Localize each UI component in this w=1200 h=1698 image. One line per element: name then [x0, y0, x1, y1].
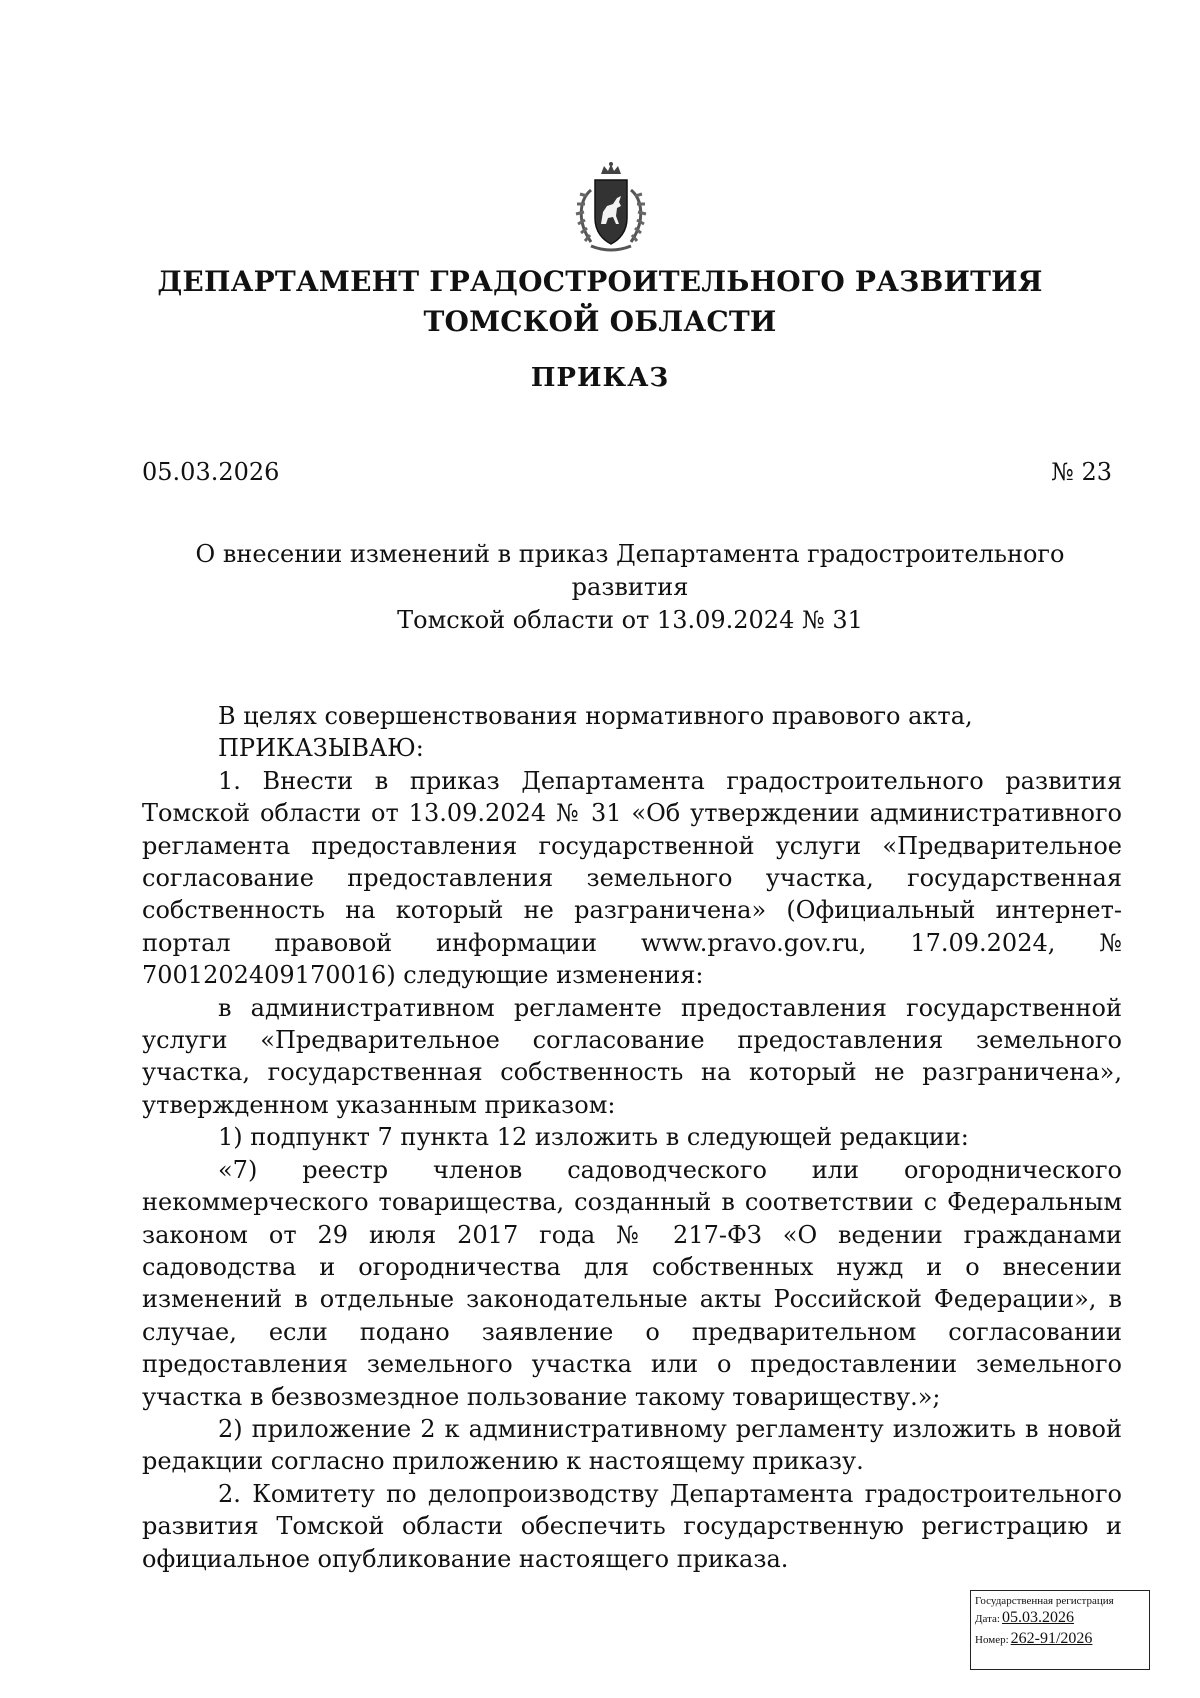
body-paragraph: «7) реестр членов садоводческого или огороднического некоммерческого товарищества, созданный в соответствии с Федеральным законом от 29 июля 2017 года № 217-ФЗ «О ведении гражданами садоводства и огородничества для собственных нужд и о внесении изменений в отдельные законодательные акты Российской Федерации», в случае, если подано заявление о предварительном согласовании предоставления земельного участка или о предоставлении земельного участка в безвозмездное пользование такому товариществу.»;: [142, 1155, 1122, 1411]
body-paragraph: 2) приложение 2 к административному регламенту изложить в новой редакции согласно приложению к настоящему приказу.: [142, 1414, 1122, 1476]
body-paragraph: 1) подпункт 7 пункта 12 изложить в следующей редакции:: [218, 1123, 969, 1152]
org-name-line2: ТОМСКОЙ ОБЛАСТИ: [423, 305, 777, 338]
subject-line1: О внесении изменений в приказ Департамента градостроительного развития: [195, 540, 1065, 601]
org-name-line1: ДЕПАРТАМЕНТ ГРАДОСТРОИТЕЛЬНОГО РАЗВИТИЯ: [157, 265, 1043, 298]
order-number: № 23: [1051, 458, 1112, 486]
registration-number-value: 262-91/2026: [1010, 1630, 1093, 1647]
registration-number-label: Номер:: [975, 1634, 1009, 1646]
registration-title: Государственная регистрация: [975, 1595, 1114, 1607]
registration-stamp: [970, 1590, 1150, 1670]
body-paragraph: 1. Внести в приказ Департамента градостроительного развития Томской области от 13.09.2024 № 31 «Об утверждении административного регламента предоставления государственной услуги «Предварительное согласование предоставления земельного участка, государственная собственность на который не разграничена» (Официальный интернет-портал правовой информации www.pravo.gov.ru, 17.09.2024, № 7001202409170016) следующие изменения:: [142, 766, 1122, 990]
body-paragraph: в административном регламенте предоставления государственной услуги «Предварительное согласование предоставления земельного участка, государственная собственность на который не разграничена», утвержденном указанным приказом:: [142, 993, 1122, 1119]
order-body: [142, 700, 1122, 1575]
body-paragraph: 2. Комитету по делопроизводству Департамента градостроительного развития Томской области обеспечить государственную регистрацию и официальное опубликование настоящего приказа.: [142, 1479, 1122, 1573]
order-subject: [140, 538, 1120, 637]
body-paragraph: ПРИКАЗЫВАЮ:: [218, 734, 424, 763]
registration-number-row: [975, 1629, 1145, 1650]
document-type: ПРИКАЗ: [530, 363, 670, 393]
registration-date-value: 05.03.2026: [1001, 1609, 1074, 1626]
body-paragraph: В целях совершенствования нормативного правового акта,: [218, 702, 973, 730]
tomsk-region-coat-of-arms-icon: [561, 160, 661, 260]
registration-date-row: [975, 1608, 1145, 1629]
order-date: 05.03.2026: [142, 458, 280, 486]
subject-line2: Томской области от 13.09.2024 № 31: [397, 606, 863, 634]
registration-date-label: Дата:: [975, 1613, 1000, 1625]
